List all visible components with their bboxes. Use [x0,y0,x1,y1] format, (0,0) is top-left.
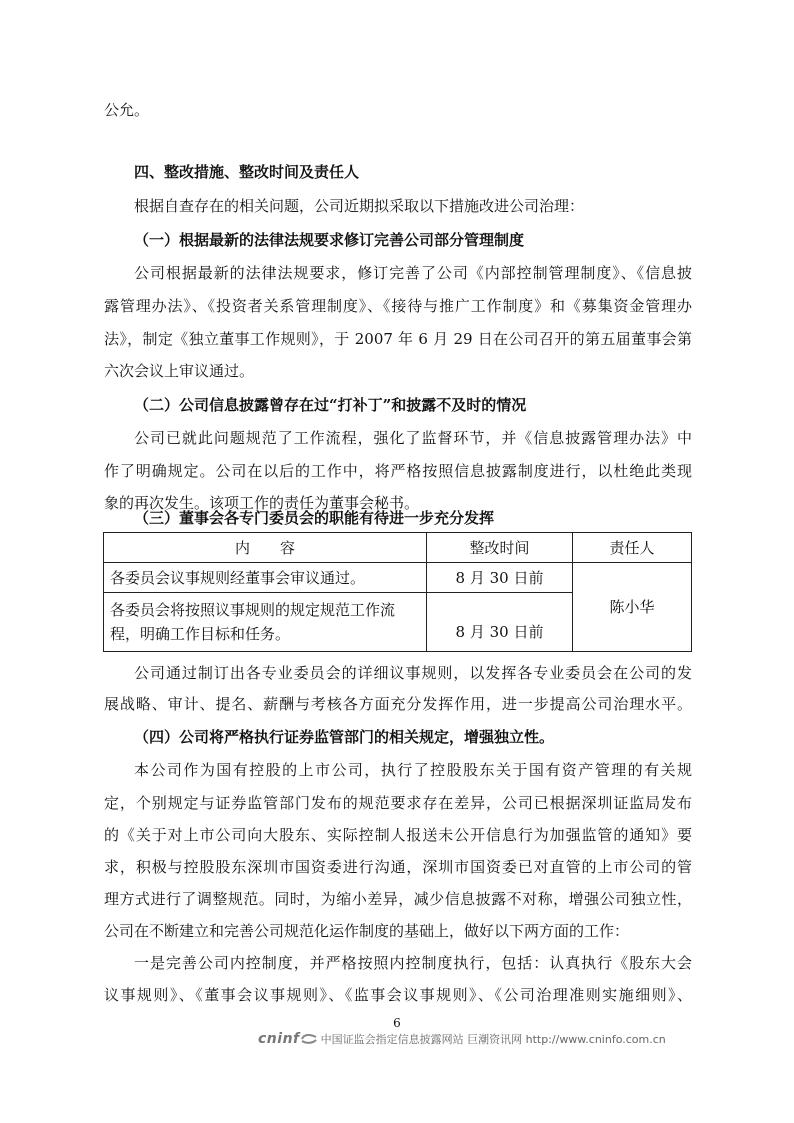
paragraph-line: 六次会议上审议通过。 [104,362,255,380]
paragraph-line: 本公司作为国有控股的上市公司，执行了控股股东关于国有资产管理的有关规 [134,761,692,779]
table-header-time: 整改时间 [427,533,573,563]
footer [258,1031,666,1047]
paragraph-line: 公司已就此问题规范了工作流程，强化了监督环节，并《信息披露管理办法》中 [134,429,692,447]
paragraph-line: 定，个别规定与证券监管部门发布的规范要求存在差异，公司已根据深圳证监局发布 [104,794,692,812]
cninfo-swirl-icon [301,1033,317,1045]
table-cell-time: 8 月 30 日前 [427,593,573,652]
paragraph-line: 公允。 [104,101,150,119]
table-cell-time: 8 月 30 日前 [427,563,573,593]
paragraph-line: 求，积极与控股股东深圳市国资委进行沟通，深圳市国资委已对直管的上市公司的管 [104,858,692,876]
table-header-row [104,533,692,563]
paragraph-line: 一是完善公司内控制度，并严格按照内控制度执行，包括：认真执行《股东大会 [134,954,692,972]
paragraph-line: 公司在不断建立和完善公司规范化运作制度的基础上，做好以下两方面的工作： [104,922,630,940]
table-cell-responsible: 陈小华 [573,563,692,652]
paragraph-line: 露管理办法》、《投资者关系管理制度》、《接待与推广工作制度》和《募集资金管理办 [104,297,692,315]
table-cell-content [104,593,427,652]
cninfo-logo: cninf [258,1031,300,1047]
paragraph-line: 法》，制定《独立董事工作规则》，于 2007 年 6 月 29 日在公司召开的第五届董事会第 [104,330,692,348]
table-row [104,563,692,593]
footer-text: 中国证监会指定信息披露网站 巨潮资讯网 http://www.cninfo.com.cn [320,1033,666,1046]
subsection-heading-2: （二）公司信息披露曾存在过“打补丁”和披露不及时的情况 [134,396,527,414]
subsection-heading-1: （一）根据最新的法律法规要求修订完善公司部分管理制度 [134,231,525,249]
paragraph-line: 展战略、审计、提名、薪酬与考核各方面充分发挥作用，进一步提高公司治理水平。 [104,695,692,713]
table-cell-content-line: 各委员会将按照议事规则的规定规范工作流 [110,601,396,619]
table-header-content: 内 容 [104,533,427,563]
table-cell-content: 各委员会议事规则经董事会审议通过。 [104,563,427,593]
paragraph-line: 议事规则》、《董事会议事规则》、《监事会议事规则》、《公司治理准则实施细则》、 [104,986,692,1004]
paragraph-line: 公司通过制订出各专业委员会的详细议事规则，以发挥各专业委员会在公司的发 [134,664,692,682]
rectification-table [103,532,692,652]
table-header-responsible: 责任人 [573,533,692,563]
paragraph-line: 象的再次发生。该项工作的责任为董事会秘书。 [104,494,420,512]
subsection-heading-3: （三）董事会各专门委员会的职能有待进一步充分发挥 [134,509,495,527]
paragraph-line: 公司根据最新的法律法规要求，修订完善了公司《内部控制管理制度》、《信息披 [134,264,692,282]
paragraph-line: 作了明确规定。公司在以后的工作中，将严格按照信息披露制度进行，以杜绝此类现 [104,462,692,480]
subsection-heading-4: （四）公司将严格执行证券监管部门的相关规定，增强独立性。 [134,728,555,746]
section-heading-4: 四、整改措施、整改时间及责任人 [134,163,360,181]
paragraph-intro: 根据自查存在的相关问题，公司近期拟采取以下措施改进公司治理： [134,197,585,215]
table-cell-content-line: 程，明确工作目标和任务。 [110,625,291,643]
paragraph-line: 的《关于对上市公司向大股东、实际控制人报送未公开信息行为加强监管的通知》要 [104,826,692,844]
paragraph-line: 理方式进行了调整规范。同时，为缩小差异，减少信息披露不对称，增强公司独立性， [104,890,692,908]
page-number: 6 [393,1016,401,1030]
